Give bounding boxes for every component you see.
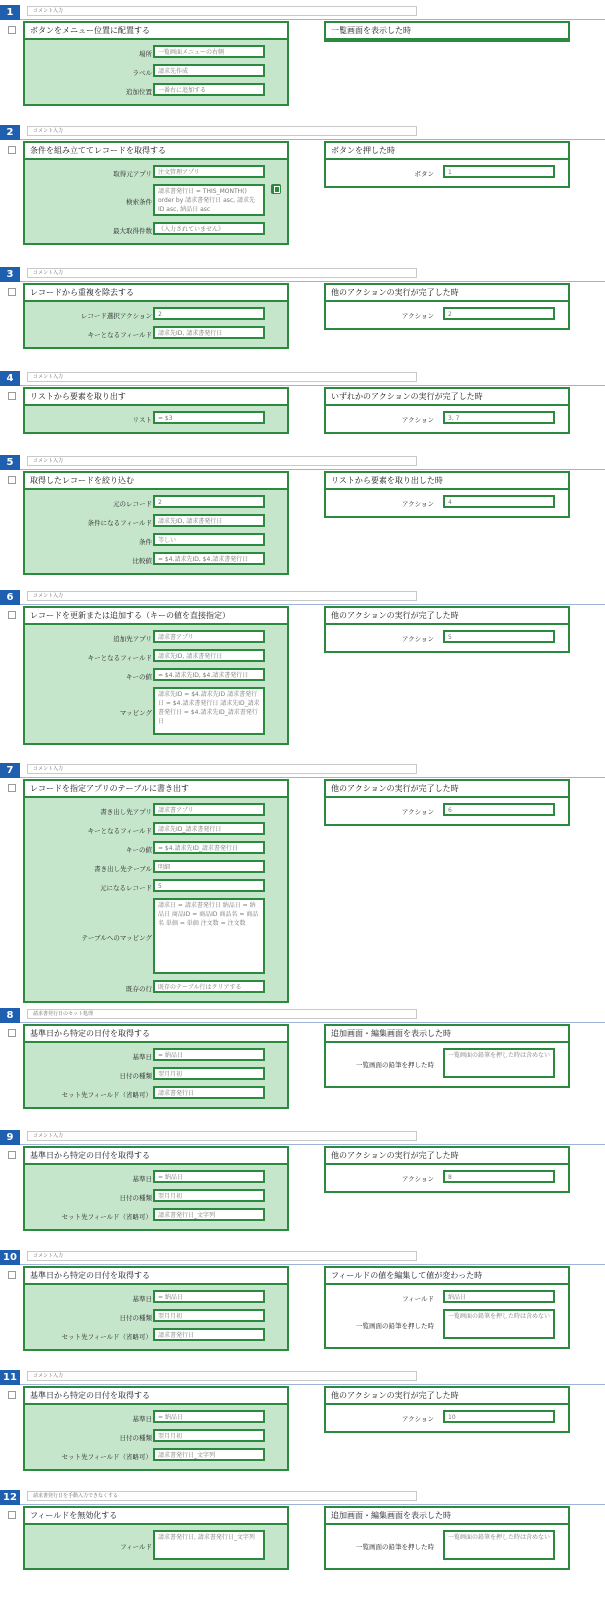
setting-row	[25, 1067, 287, 1086]
setting-row	[326, 1309, 568, 1345]
step-checkbox[interactable]	[8, 1151, 16, 1159]
setting-value-field[interactable]: 2	[153, 495, 265, 508]
setting-label: ボタン	[414, 169, 434, 178]
trigger-panel	[324, 1506, 570, 1570]
action-panel	[23, 283, 289, 349]
action-panel	[23, 779, 289, 1003]
trigger-panel	[324, 21, 570, 42]
setting-value-field[interactable]: = 納品日	[153, 1410, 265, 1423]
setting-row	[25, 1170, 287, 1189]
setting-label: 条件になるフィールド	[87, 518, 152, 527]
step-checkbox[interactable]	[8, 784, 16, 792]
setting-label: アクション	[401, 1174, 434, 1183]
action-panel	[23, 1146, 289, 1231]
step-checkbox[interactable]	[8, 1029, 16, 1037]
setting-row	[25, 630, 287, 649]
setting-value-field[interactable]: 一覧画面の鉛筆を押した時は含めない	[443, 1309, 555, 1339]
setting-label: アクション	[401, 1414, 434, 1423]
setting-value-field[interactable]: 既存のテーブル行はクリアする	[153, 980, 265, 993]
trigger-settings	[326, 625, 568, 651]
copy-query-icon[interactable]	[271, 184, 281, 194]
setting-label: セット先フィールド（省略可）	[61, 1452, 152, 1461]
trigger-title: 他のアクションの実行が完了した時	[326, 1148, 568, 1165]
trigger-settings	[326, 1285, 568, 1347]
step-checkbox[interactable]	[8, 146, 16, 154]
step-checkbox[interactable]	[8, 1511, 16, 1519]
setting-row	[25, 822, 287, 841]
trigger-title: リストから要素を取り出した時	[326, 473, 568, 490]
setting-value-field[interactable]: 8	[443, 1170, 555, 1183]
setting-label: マッピング	[119, 709, 152, 717]
action-panel	[23, 21, 289, 106]
setting-row	[326, 1290, 568, 1309]
trigger-title: 他のアクションの実行が完了した時	[326, 781, 568, 798]
action-panel	[23, 1506, 289, 1570]
setting-label: キーとなるフィールド	[87, 653, 152, 662]
step-number-badge: 11	[0, 1370, 20, 1385]
step-divider	[0, 469, 605, 470]
setting-value-field[interactable]: 請求先作成	[153, 64, 265, 77]
setting-value-field[interactable]: 請求先ID, 請求書発行日	[153, 649, 265, 662]
step-divider	[0, 604, 605, 605]
step-number-badge: 7	[0, 763, 20, 778]
setting-value-field[interactable]: 請求書発行日_文字列	[153, 1448, 265, 1461]
action-panel	[23, 141, 289, 245]
trigger-panel	[324, 471, 570, 518]
setting-value-field[interactable]: 請求書発行日	[153, 1086, 265, 1099]
trigger-panel	[324, 141, 570, 188]
trigger-title: 追加画面・編集画面を表示した時	[326, 1508, 568, 1525]
setting-value-field[interactable]: 6	[443, 803, 555, 816]
trigger-panel	[324, 779, 570, 826]
trigger-title: 他のアクションの実行が完了した時	[326, 608, 568, 625]
action-settings	[25, 406, 287, 432]
setting-row	[25, 222, 287, 241]
action-title: 条件を組み立ててレコードを取得する	[25, 143, 287, 160]
setting-value-field[interactable]: = 納品日	[153, 1290, 265, 1303]
setting-label: 一覧画面の鉛筆を押した時	[356, 1322, 434, 1330]
action-title: 基準日から特定の日付を取得する	[25, 1268, 287, 1285]
action-settings	[25, 798, 287, 1001]
setting-value-field[interactable]: 5	[443, 630, 555, 643]
trigger-settings	[326, 1043, 568, 1086]
setting-row	[25, 326, 287, 345]
setting-label: 日付の種類	[119, 1433, 152, 1442]
setting-row	[25, 1086, 287, 1105]
setting-row	[25, 533, 287, 552]
step-number-badge: 10	[0, 1250, 20, 1265]
step-divider	[0, 1504, 605, 1505]
setting-label: 基準日	[132, 1174, 152, 1183]
setting-label: キーとなるフィールド	[87, 826, 152, 835]
step-number-badge: 5	[0, 455, 20, 470]
action-panel	[23, 606, 289, 745]
setting-value-field[interactable]: 請求先ID_請求書発行日	[153, 822, 265, 835]
setting-label: テーブルへのマッピング	[81, 934, 152, 942]
trigger-panel	[324, 387, 570, 434]
setting-value-field[interactable]: 翌月月初	[153, 1189, 265, 1202]
setting-label: フィールド	[402, 1294, 434, 1303]
setting-value-field[interactable]: 請求書発行日_文字列	[153, 1208, 265, 1221]
setting-value-field[interactable]: 一番右に追加する	[153, 83, 265, 96]
setting-row	[326, 803, 568, 822]
setting-row	[326, 1048, 568, 1084]
setting-row	[25, 307, 287, 326]
setting-row	[25, 1530, 287, 1566]
comment-input[interactable]: 請求書発行日を手動入力できなくする	[27, 1491, 417, 1501]
setting-row	[326, 1170, 568, 1189]
step-number-badge: 3	[0, 267, 20, 282]
trigger-title: ボタンを押した時	[326, 143, 568, 160]
setting-label: 日付の種類	[119, 1193, 152, 1202]
setting-row	[25, 1410, 287, 1429]
step-checkbox[interactable]	[8, 476, 16, 484]
setting-label: アクション	[401, 634, 434, 643]
setting-value-field[interactable]: 請求書アプリ	[153, 803, 265, 816]
setting-row	[25, 514, 287, 533]
setting-value-field[interactable]: 《入力されていません》	[153, 222, 265, 235]
setting-value-field[interactable]: 1	[443, 165, 555, 178]
trigger-title: 他のアクションの実行が完了した時	[326, 285, 568, 302]
setting-row	[326, 307, 568, 326]
comment-input[interactable]: コメント入力	[27, 126, 417, 136]
setting-row	[25, 165, 287, 184]
action-title: 基準日から特定の日付を取得する	[25, 1388, 287, 1405]
action-settings	[25, 40, 287, 104]
step-divider	[0, 139, 605, 140]
setting-row	[25, 898, 287, 980]
setting-value-field[interactable]: 3, 7	[443, 411, 555, 424]
setting-value-field[interactable]: 2	[153, 307, 265, 320]
comment-input[interactable]: 請求書発行日のセット処理	[27, 1009, 417, 1019]
action-settings	[25, 625, 287, 743]
step-checkbox[interactable]	[8, 611, 16, 619]
action-panel	[23, 471, 289, 575]
setting-row	[25, 1208, 287, 1227]
trigger-settings	[326, 406, 568, 432]
step-divider	[0, 777, 605, 778]
comment-input[interactable]: コメント入力	[27, 591, 417, 601]
step-number-badge: 2	[0, 125, 20, 140]
setting-label: アクション	[401, 311, 434, 320]
setting-row	[25, 1448, 287, 1467]
trigger-title: いずれかのアクションの実行が完了した時	[326, 389, 568, 406]
setting-row	[25, 687, 287, 741]
trigger-panel	[324, 283, 570, 330]
setting-row	[25, 64, 287, 83]
setting-value-field[interactable]: 一覧画面メニューの右側	[153, 45, 265, 58]
setting-label: キーの値	[126, 845, 152, 854]
step-divider	[0, 1384, 605, 1385]
setting-label: 検索条件	[126, 198, 152, 206]
setting-value-field[interactable]: 請求書発行日	[153, 1328, 265, 1341]
setting-label: キーの値	[126, 672, 152, 681]
action-title: レコードを更新または追加する（キーの値を直接指定）	[25, 608, 287, 625]
trigger-panel	[324, 1024, 570, 1088]
step-number-badge: 12	[0, 1490, 20, 1505]
trigger-settings	[326, 490, 568, 516]
setting-label: 取得元アプリ	[113, 169, 152, 178]
action-settings	[25, 1405, 287, 1469]
action-title: 取得したレコードを絞り込む	[25, 473, 287, 490]
setting-value-field[interactable]: = $4.請求先ID, $4.請求書発行日	[153, 668, 265, 681]
setting-row	[326, 165, 568, 184]
action-settings	[25, 1525, 287, 1568]
step-checkbox[interactable]	[8, 392, 16, 400]
setting-value-field[interactable]: 納品日	[443, 1290, 555, 1303]
action-title: フィールドを無効化する	[25, 1508, 287, 1525]
setting-row	[25, 184, 287, 222]
setting-row	[25, 841, 287, 860]
trigger-panel	[324, 1266, 570, 1349]
setting-label: セット先フィールド（省略可）	[61, 1212, 152, 1221]
setting-label: 最大取得件数	[113, 226, 152, 235]
setting-label: フィールド	[120, 1543, 152, 1551]
setting-value-field[interactable]: 2	[443, 307, 555, 320]
step-number-badge: 9	[0, 1130, 20, 1145]
comment-input[interactable]: コメント入力	[27, 6, 417, 16]
setting-label: 追加先アプリ	[113, 634, 152, 643]
setting-label: 一覧画面の鉛筆を押した時	[356, 1543, 434, 1551]
setting-label: ラベル	[132, 68, 152, 77]
setting-row	[25, 45, 287, 64]
step-number-badge: 6	[0, 590, 20, 605]
action-panel	[23, 387, 289, 434]
comment-input[interactable]: コメント入力	[27, 456, 417, 466]
action-settings	[25, 1165, 287, 1229]
comment-input[interactable]: コメント入力	[27, 268, 417, 278]
setting-row	[25, 495, 287, 514]
action-title: レコードから重複を除去する	[25, 285, 287, 302]
setting-label: 追加位置	[126, 87, 152, 96]
setting-value-field[interactable]: 10	[443, 1410, 555, 1423]
comment-input[interactable]: コメント入力	[27, 764, 417, 774]
trigger-settings	[326, 1165, 568, 1191]
setting-label: 既存の行	[126, 984, 152, 993]
setting-row	[326, 1410, 568, 1429]
setting-row	[25, 1189, 287, 1208]
setting-row	[25, 552, 287, 571]
setting-row	[25, 803, 287, 822]
setting-row	[25, 668, 287, 687]
setting-label: 書き出し先アプリ	[100, 807, 152, 816]
setting-row	[25, 980, 287, 999]
setting-row	[25, 1048, 287, 1067]
trigger-panel	[324, 1146, 570, 1193]
step-divider	[0, 281, 605, 282]
setting-value-field[interactable]: 請求書アプリ	[153, 630, 265, 643]
setting-value-field[interactable]: 請求先ID = $4.請求先ID 請求書発行日 = $4.請求書発行日 請求先ID_請求書発行日 = $4.請求先ID_請求書発行日	[153, 687, 265, 735]
action-title: 基準日から特定の日付を取得する	[25, 1026, 287, 1043]
setting-value-field[interactable]: 4	[443, 495, 555, 508]
setting-value-field[interactable]: 請求書発行日, 請求書発行日_文字列	[153, 1530, 265, 1560]
setting-value-field[interactable]: 明細	[153, 860, 265, 873]
trigger-title: フィールドの値を編集して値が変わった時	[326, 1268, 568, 1285]
action-title: ボタンをメニュー位置に配置する	[25, 23, 287, 40]
action-panel	[23, 1386, 289, 1471]
comment-input[interactable]: コメント入力	[27, 1131, 417, 1141]
setting-row	[25, 879, 287, 898]
trigger-settings	[326, 302, 568, 328]
setting-value-field[interactable]: 翌月月初	[153, 1429, 265, 1442]
setting-label: リスト	[132, 415, 152, 424]
action-panel	[23, 1266, 289, 1351]
setting-value-field[interactable]: 翌月月初	[153, 1309, 265, 1322]
setting-value-field[interactable]: 請求日 = 請求書発行日 納品日 = 納品日 商品ID = 商品ID 商品名 = 商品名 単価 = 単価 注文数 = 注文数	[153, 898, 265, 974]
step-divider	[0, 1022, 605, 1023]
setting-label: 場所	[139, 49, 152, 58]
setting-label: 基準日	[132, 1414, 152, 1423]
setting-row	[25, 1328, 287, 1347]
step-number-badge: 1	[0, 5, 20, 20]
action-title: リストから要素を取り出す	[25, 389, 287, 406]
setting-row	[25, 411, 287, 430]
setting-label: アクション	[401, 807, 434, 816]
trigger-title: 他のアクションの実行が完了した時	[326, 1388, 568, 1405]
comment-input[interactable]: コメント入力	[27, 1371, 417, 1381]
setting-value-field[interactable]: 一覧画面の鉛筆を押した時は含めない	[443, 1530, 555, 1560]
trigger-settings	[326, 798, 568, 824]
setting-value-field[interactable]: 5	[153, 879, 265, 892]
setting-row	[25, 1429, 287, 1448]
setting-label: 元になるレコード	[100, 883, 152, 892]
step-divider	[0, 385, 605, 386]
step-checkbox[interactable]	[8, 288, 16, 296]
trigger-title: 一覧画面を表示した時	[326, 23, 568, 40]
step-number-badge: 4	[0, 371, 20, 386]
setting-label: アクション	[401, 499, 434, 508]
action-panel	[23, 1024, 289, 1109]
setting-value-field[interactable]: 一覧画面の鉛筆を押した時は含めない	[443, 1048, 555, 1078]
setting-label: 日付の種類	[119, 1313, 152, 1322]
step-checkbox[interactable]	[8, 1391, 16, 1399]
setting-label: 日付の種類	[119, 1071, 152, 1080]
step-checkbox[interactable]	[8, 26, 16, 34]
setting-label: 条件	[139, 537, 152, 546]
setting-label: 元のレコード	[113, 499, 152, 508]
step-divider	[0, 1264, 605, 1265]
setting-label: 基準日	[132, 1052, 152, 1061]
setting-row	[326, 411, 568, 430]
action-settings	[25, 1043, 287, 1107]
comment-input[interactable]: コメント入力	[27, 372, 417, 382]
setting-label: 基準日	[132, 1294, 152, 1303]
trigger-panel	[324, 1386, 570, 1433]
setting-value-field[interactable]: 請求先ID, 請求書発行日	[153, 514, 265, 527]
setting-value-field[interactable]: = 納品日	[153, 1170, 265, 1183]
setting-row	[326, 1530, 568, 1566]
setting-value-field[interactable]: 注文管理アプリ	[153, 165, 265, 178]
setting-value-field[interactable]: 翌月月初	[153, 1067, 265, 1080]
setting-label: 一覧画面の鉛筆を押した時	[356, 1061, 434, 1069]
setting-row	[25, 1309, 287, 1328]
setting-row	[25, 83, 287, 102]
setting-label: セット先フィールド（省略可）	[61, 1332, 152, 1341]
trigger-settings	[326, 1525, 568, 1568]
setting-value-field[interactable]: = 納品日	[153, 1048, 265, 1061]
setting-row	[25, 1290, 287, 1309]
setting-value-field[interactable]: = $4.請求先ID_請求書発行日	[153, 841, 265, 854]
step-divider	[0, 19, 605, 20]
setting-label: セット先フィールド（省略可）	[61, 1090, 152, 1099]
setting-label: アクション	[401, 415, 434, 424]
action-title: レコードを指定アプリのテーブルに書き出す	[25, 781, 287, 798]
setting-row	[25, 649, 287, 668]
comment-input[interactable]: コメント入力	[27, 1251, 417, 1261]
trigger-settings	[326, 160, 568, 186]
setting-value-field[interactable]: = $3	[153, 411, 265, 424]
setting-value-field[interactable]: 等しい	[153, 533, 265, 546]
action-settings	[25, 490, 287, 573]
trigger-settings	[326, 1405, 568, 1431]
setting-value-field[interactable]: 請求書発行日 = THIS_MONTH() order by 請求書発行日 asc, 請求先ID asc, 納品日 asc	[153, 184, 265, 216]
setting-value-field[interactable]: 請求先ID, 請求書発行日	[153, 326, 265, 339]
step-divider	[0, 1144, 605, 1145]
trigger-title: 追加画面・編集画面を表示した時	[326, 1026, 568, 1043]
setting-row	[25, 860, 287, 879]
setting-label: 書き出し先テーブル	[94, 864, 152, 873]
action-settings	[25, 160, 287, 243]
action-settings	[25, 302, 287, 347]
setting-label: レコード選択アクション	[80, 311, 152, 320]
action-title: 基準日から特定の日付を取得する	[25, 1148, 287, 1165]
step-number-badge: 8	[0, 1008, 20, 1023]
setting-label: 比較値	[132, 556, 152, 565]
setting-row	[326, 630, 568, 649]
action-settings	[25, 1285, 287, 1349]
setting-row	[326, 495, 568, 514]
setting-label: キーとなるフィールド	[87, 330, 152, 339]
step-checkbox[interactable]	[8, 1271, 16, 1279]
setting-value-field[interactable]: = $4.請求先ID, $4.請求書発行日	[153, 552, 265, 565]
trigger-panel	[324, 606, 570, 653]
